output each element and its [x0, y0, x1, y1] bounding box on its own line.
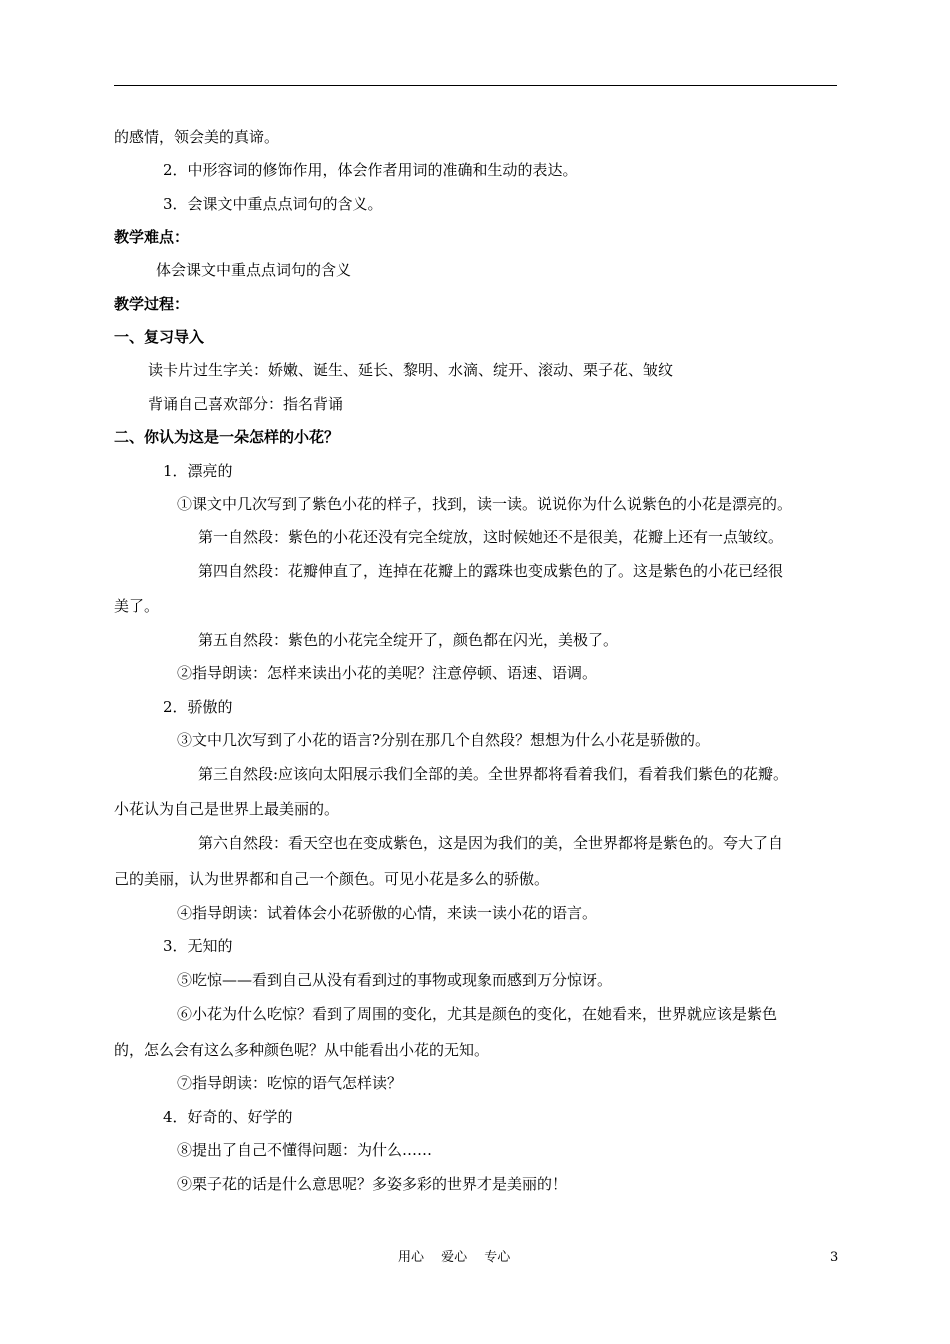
text-line: 的感情，领会美的真谛。: [114, 128, 280, 146]
text-line: 第四自然段：花瓣伸直了，连掉在花瓣上的露珠也变成紫色的了。这是紫色的小花已经很: [198, 562, 784, 580]
text-line: 1．漂亮的: [163, 462, 233, 480]
text-line: ④指导朗读：试着体会小花骄傲的心情，来读一读小花的语言。: [177, 904, 598, 922]
footer-motto: 用心 爱心 专心: [398, 1250, 511, 1265]
section-heading: 一、复习导入: [114, 328, 205, 346]
text-line: 小花认为自己是世界上最美丽的。: [114, 800, 340, 818]
section-heading: 二、你认为这是一朵怎样的小花？: [114, 428, 340, 446]
text-line: 美了。: [114, 597, 160, 615]
section-heading: 教学过程：: [114, 295, 190, 313]
text-line: 3．无知的: [163, 937, 233, 955]
text-line: 第六自然段：看天空也在变成紫色，这是因为我们的美，全世界都将是紫色的。夸大了自: [198, 834, 784, 852]
text-line: ③文中几次写到了小花的语言?分别在那几个自然段？想想为什么小花是骄傲的。: [177, 731, 711, 749]
text-line: 第五自然段：紫色的小花完全绽开了，颜色都在闪光，美极了。: [198, 631, 619, 649]
text-line: 读卡片过生字关：娇嫩、诞生、延长、黎明、水滴、绽开、滚动、栗子花、皱纹: [148, 361, 674, 379]
text-line: ②指导朗读：怎样来读出小花的美呢？注意停顿、语速、语调。: [177, 664, 598, 682]
text-line: 己的美丽，认为世界都和自己一个颜色。可见小花是多么的骄傲。: [114, 870, 550, 888]
text-line: 2．中形容词的修饰作用，体会作者用词的准确和生动的表达。: [163, 161, 578, 179]
text-line: 的，怎么会有这么多种颜色呢？从中能看出小花的无知。: [114, 1041, 490, 1059]
text-line: ⑥小花为什么吃惊？看到了周围的变化，尤其是颜色的变化，在她看来，世界就应该是紫色: [177, 1005, 778, 1023]
text-line: ⑧提出了自己不懂得问题：为什么……: [177, 1141, 433, 1159]
text-line: ⑤吃惊——看到自己从没有看到过的事物或现象而感到万分惊讶。: [177, 971, 613, 989]
header-rule: [114, 85, 837, 86]
text-line: 3．会课文中重点点词句的含义。: [163, 195, 383, 213]
text-line: 2．骄傲的: [163, 698, 233, 716]
text-line: 第一自然段：紫色的小花还没有完全绽放，这时候她还不是很美，花瓣上还有一点皱纹。: [198, 528, 784, 546]
text-line: 第三自然段:应该向太阳展示我们全部的美。全世界都将看着我们，看着我们紫色的花瓣。: [198, 765, 789, 783]
text-line: 背诵自己喜欢部分：指名背诵: [148, 395, 344, 413]
text-line: ①课文中几次写到了紫色小花的样子，找到，读一读。说说你为什么说紫色的小花是漂亮的。: [177, 495, 793, 513]
text-line: 4．好奇的、好学的: [163, 1108, 293, 1126]
page-number: 3: [830, 1250, 839, 1265]
text-line: 体会课文中重点点词句的含义: [156, 261, 352, 279]
text-line: ⑨栗子花的话是什么意思呢？多姿多彩的世界才是美丽的！: [177, 1175, 568, 1193]
section-heading: 教学难点：: [114, 228, 190, 246]
text-line: ⑦指导朗读：吃惊的语气怎样读？: [177, 1074, 403, 1092]
